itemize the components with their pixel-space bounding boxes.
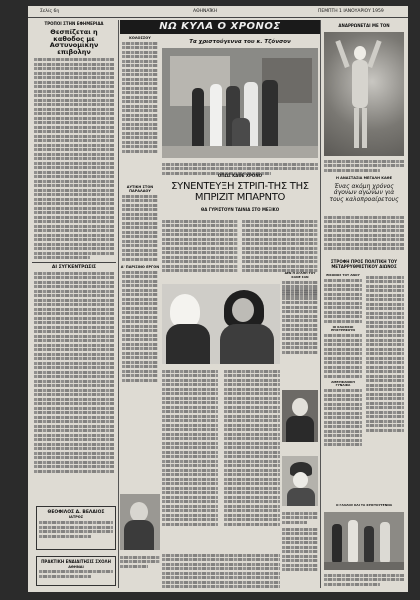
column-rule (320, 20, 321, 588)
mini-head: ΟΙ ΚΛΑΣΙΚΟΙ ΕΠΙΣΤΡΕΦΟΥΝ (331, 324, 355, 333)
divider (32, 262, 116, 263)
mini-head: ΕΙΚΟΝΟΣ ΤΟΥ ΑΝΟΥ (326, 274, 360, 277)
photo-woman-hat (282, 456, 318, 506)
ad-subtitle: ΙΑΤΡΟΣ (68, 515, 84, 520)
dancer-caption (324, 158, 404, 173)
side-head: ΚΟΛΟΣΣΟΥ (129, 36, 151, 40)
center-article-body (162, 368, 280, 548)
right-article-lead (324, 214, 404, 258)
mini-head: ΔΕΝ Η ΑΓΑΠΗ ΤΟΥ ΚΑΝΕ ΣΑΝ (284, 271, 316, 279)
mini-head: Ο ΓΑΛΛΟΣ ΚΑΙ ΤΑ ΧΡΙΣΤΟΥΓΕΝΝΑ (335, 503, 393, 507)
page-header (28, 6, 408, 18)
page-number: Σελίς 6η (40, 9, 60, 14)
right-headline: Ένας ακόμη χρόνος άγονων αγώνων για τους καλοπροαίρετους (329, 183, 399, 203)
mini-head: ΑΜΕΡΙΚΑΝΙΚΗ ΓΥΝΑΙΚΑ (331, 379, 355, 388)
newspaper-page (28, 6, 408, 592)
photo-dancers (324, 512, 404, 570)
hat-caption (282, 510, 318, 525)
article-headline: ΣΥΝΕΝΤΕΥΞΗ ΣΤΡΙΠ-ΤΗΣ ΤΗΣ ΜΠΡΙΖΙΤ ΜΠΑΡΝΤΟ (171, 181, 309, 203)
dancers-caption (324, 572, 404, 587)
side-head: Α' ΠΑΡΙΣΙΝΟ ΕΡΓΟΝ (120, 264, 160, 269)
left-listings (34, 272, 114, 473)
right-kicker: ΑΝΑΡΡΩΝΕΤΑΙ ΜΕ ΤΟΝ (338, 23, 390, 28)
photo-dancer (324, 32, 404, 156)
column-rule (118, 20, 119, 588)
photo-johnson-christmas (162, 38, 318, 158)
section-title-gatherings: ΑΙ ΣΥΓΚΕΝΤΡΩΣΙΣ (51, 265, 97, 271)
advertisement-doctor (36, 506, 116, 550)
ad-subtitle: ΑΘΗΝΑΙ (68, 564, 84, 569)
photo-caption: Τα χριστούγεννα του κ. Τζόνσον (189, 39, 291, 45)
left-column (32, 20, 116, 588)
portrait-caption (120, 554, 160, 569)
photo-bardot (162, 284, 280, 364)
left-headline: Θεσπίζεται η καθοδος με Αστυνομικην επιβολην (49, 27, 99, 57)
article-subhead: ΘΑ ΓΥΡΙΣΤΟΥΝ ΤΑΙΝΙΑ ΣΤΟ ΜΕΞΙΚΟ (200, 207, 280, 212)
bottom-mini-text (282, 526, 318, 586)
advertisement-school (36, 556, 116, 586)
paper-name: ΑΘΗΝΑΪΚΗ (193, 9, 218, 14)
right-section-title: Η ΑΝΑΣΤΑΣΙΑ ΜΕΓΑΛΗ ΚΑΘΕ (335, 176, 393, 180)
issue-date: ΠΕΜΠΤΗ 1 ΙΑΝΟΥΑΡΙΟΥ 1959 (318, 9, 384, 14)
center-bottom-text (162, 552, 280, 588)
right-lower-headline: ΣΤΡΟΦΗ ΠΡΟΣ ΠΟΛΙΤΙΚΗ ΤΟΥ ΜΕΤΑΡΡΥΘΜΙΣΤΙΚΟΥ ΑΙΩΝΟΣ (330, 259, 398, 269)
left-kicker: ΤΡΟΠΟΙ ΣΤΗΝ ΕΦΗΜΕΡΙΔΑ (44, 21, 104, 26)
right-article-body (324, 274, 404, 504)
article-kicker: ΟΠΩΣ ΚΑΘΕ ΧΡΟΝΟ (217, 173, 263, 178)
side-head: ΔΥΤΙΚΗ ΣΤΟΝ ΠΑΡΑΛΑΟΥ (126, 185, 154, 194)
section-banner: ΝΩ ΚΥΛΑ Ο ΧΡΟΝΟΣ (120, 20, 320, 34)
photo-portrait-small (120, 494, 160, 550)
ad-title: ΠΡΑΚΤΙΚΗ ΕΝΔΙΑΙΤΗΣΙΣ ΣΧΟΛΗ (41, 559, 111, 564)
left-article-body (34, 58, 114, 259)
ad-title: ΘΕΟΦΙΛΟΣ Δ. ΒΕΛΑΙΟΣ (47, 510, 105, 515)
